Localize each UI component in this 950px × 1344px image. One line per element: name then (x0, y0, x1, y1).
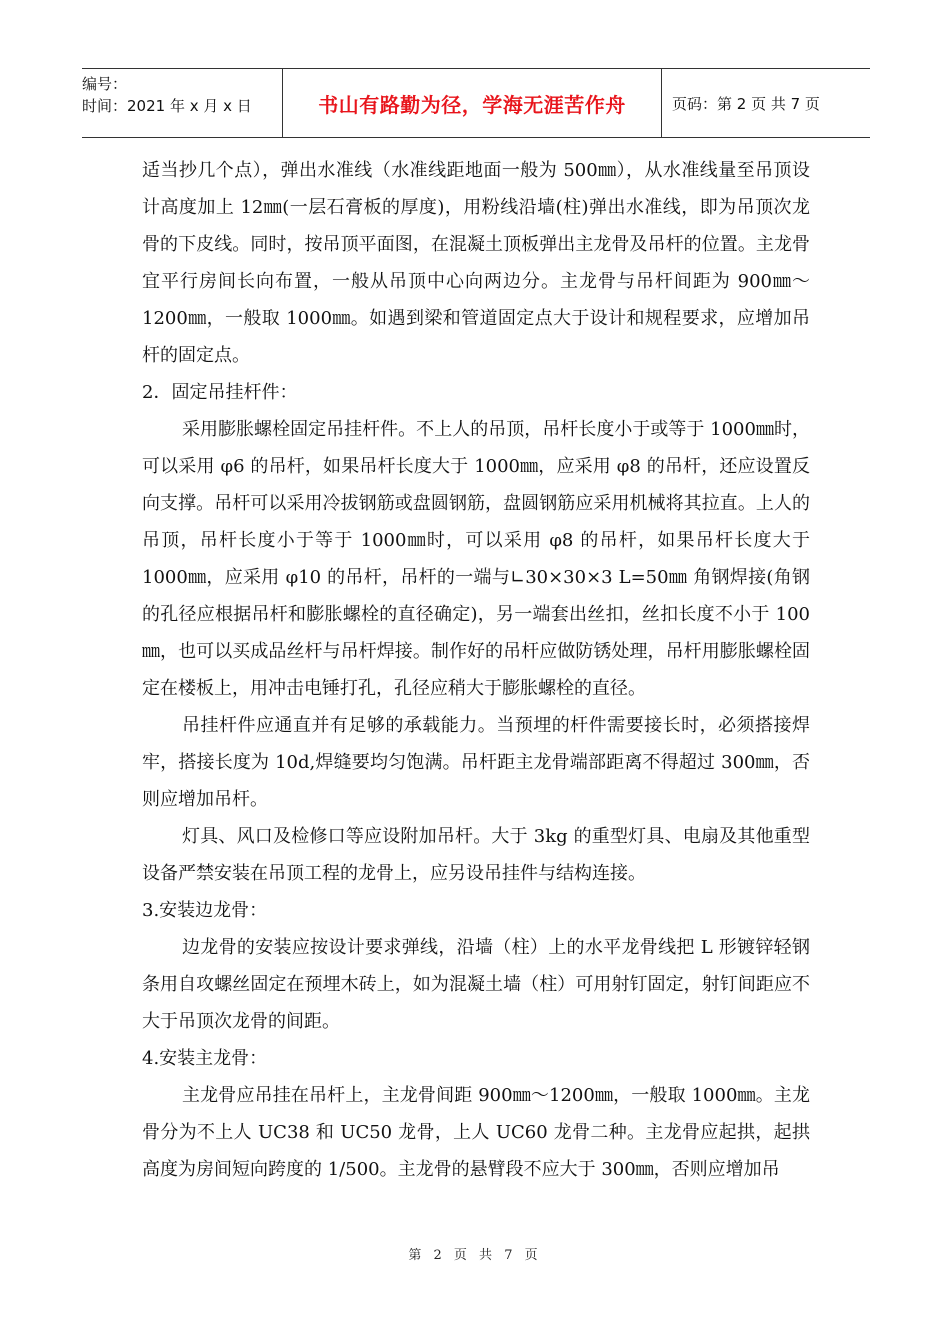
page-header (82, 68, 870, 138)
paragraph-edge-keel: 边龙骨的安装应按设计要求弹线，沿墙（柱）上的水平龙骨线把 L 形镀锌轻钢条用自攻螺丝固定在预埋木砖上，如为混凝土墙（柱）可用射钉固定，射钉间距应不大于吊顶次龙骨的间距。 (142, 937, 810, 1032)
section-heading-2: 2．固定吊挂杆件： (142, 382, 298, 403)
document-number-label: 编号： (82, 75, 128, 93)
section-heading-4: 4.安装主龙骨： (142, 1048, 268, 1069)
paragraph-continued: 适当抄几个点），弹出水准线（水准线距地面一般为 500㎜），从水准线量至吊顶设计高度加上 12㎜(一层石膏板的厚度)，用粉线沿墙(柱)弹出水准线，即为吊顶次龙骨的下皮线。同时，按吊顶平面图，在混凝土顶板弹出主龙骨及吊杆的位置。主龙骨宜平行房间长向布置，一般从吊顶中心向两边分。主龙骨与吊杆间距为 900㎜～1200㎜，一般取 1000㎜。如遇到梁和管道固定点大于设计和规程要求，应增加吊杆的固定点。 (142, 160, 810, 366)
paragraph-hanger-fixing: 采用膨胀螺栓固定吊挂杆件。不上人的吊顶，吊杆长度小于或等于 1000㎜时，可以采用 φ6 的吊杆，如果吊杆长度大于 1000㎜，应采用 φ8 的吊杆，还应设置反向支撑。吊杆可以采用冷拔钢筋或盘圆钢筋，盘圆钢筋应采用机械将其拉直。上人的吊顶，吊杆长度小于等于 1000㎜时，可以采用 φ8 的吊杆，如果吊杆长度大于 1000㎜，应采用 φ10 的吊杆，吊杆的一端与∟30×30×3 L=50㎜ 角钢焊接(角钢的孔径应根据吊杆和膨胀螺栓的直径确定)，另一端套出丝扣，丝扣长度不小于 100㎜，也可以买成品丝杆与吊杆焊接。制作好的吊杆应做防锈处理，吊杆用膨胀螺栓固定在楼板上，用冲击电锤打孔，孔径应稍大于膨胀螺栓的直径。 (142, 419, 810, 699)
header-meta (82, 69, 283, 137)
paragraph-hanger-requirements: 吊挂杆件应通直并有足够的承载能力。当预埋的杆件需要接长时，必须搭接焊牢，搭接长度为 10d,焊缝要均匀饱满。吊杆距主龙骨端部距离不得超过 300㎜，否则应增加吊杆。 (142, 715, 810, 810)
document-date: 时间：2021 年 x 月 x 日 (82, 97, 252, 115)
header-page-info: 页码：第 2 页 共 7 页 (672, 94, 820, 113)
paragraph-main-keel: 主龙骨应吊挂在吊杆上，主龙骨间距 900㎜～1200㎜，一般取 1000㎜。主龙骨分为不上人 UC38 和 UC50 龙骨，上人 UC60 龙骨二种。主龙骨应起拱，起拱高度为房间短向跨度的 1/500。主龙骨的悬臂段不应大于 300㎜，否则应增加吊 (142, 1085, 810, 1180)
page-footer: 第 2 页 共 7 页 (408, 1248, 542, 1263)
section-heading-3: 3.安装边龙骨： (142, 900, 268, 921)
header-motto: 书山有路勤为径，学海无涯苦作舟 (283, 69, 662, 137)
paragraph-additional-hangers: 灯具、风口及检修口等应设附加吊杆。大于 3kg 的重型灯具、电扇及其他重型设备严禁安装在吊顶工程的龙骨上，应另设吊挂件与结构连接。 (142, 826, 810, 884)
document-body (142, 152, 810, 1188)
